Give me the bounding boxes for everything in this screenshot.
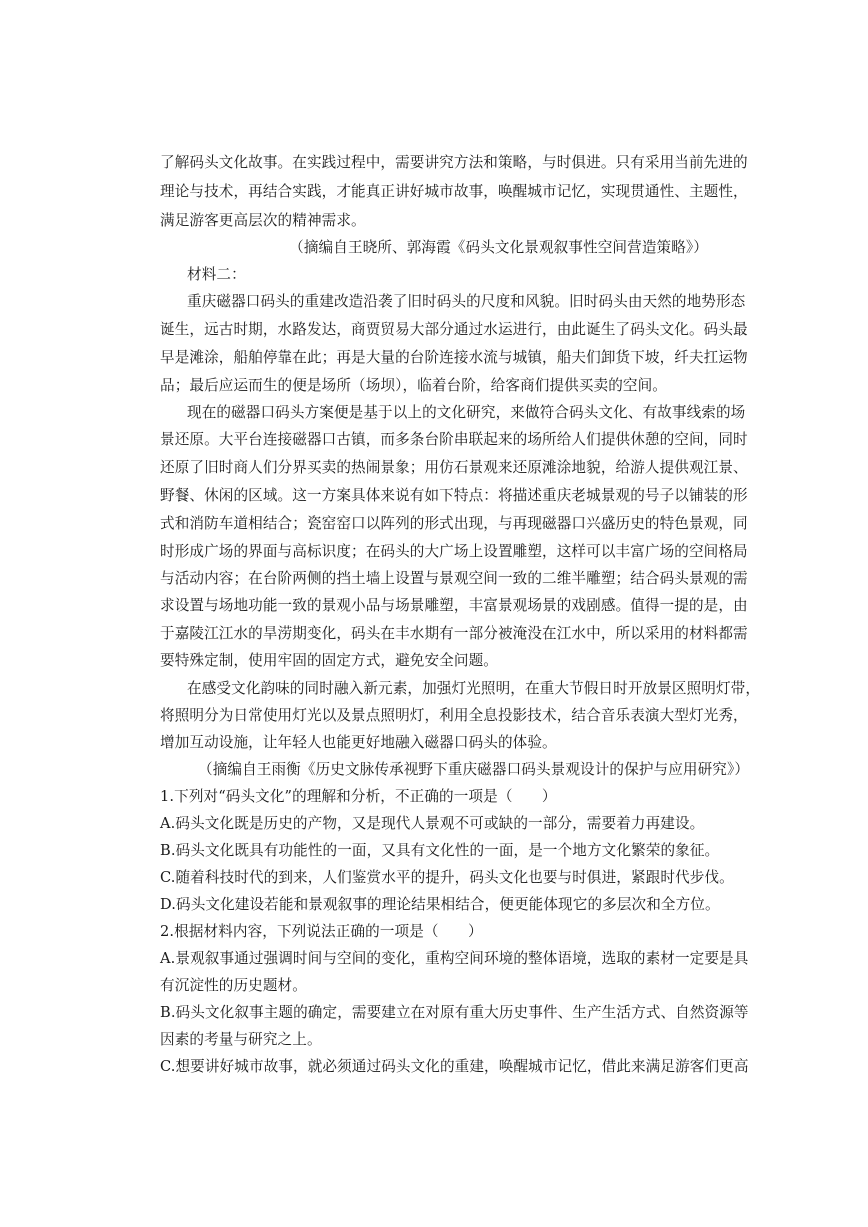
text-line: 早是滩涂，船舶停靠在此；再是大量的台阶连接水流与城镇，船夫们卸货下坡，纤夫扛运物	[160, 349, 748, 366]
question-2-option-a-cont: 有沉淀性的历史题材。	[160, 977, 307, 994]
question-2-option-b-cont: 因素的考量与研究之上。	[160, 1031, 322, 1048]
question-1-option-c: C.随着科技时代的到来，人们鉴赏水平的提升，码头文化也要与时俱进，紧跟时代步伐。	[160, 869, 734, 886]
text-line: 求设置与场地功能一致的景观小品与场景雕塑，丰富景观场景的戏剧感。值得一提的是，由	[160, 597, 748, 614]
text-line: 式和消防车道相结合；瓷窑窑口以阵列的形式出现，与再现磁器口兴盛历史的特色景观，同	[160, 515, 748, 532]
question-2-option-a: A.景观叙事通过强调时间与空间的变化，重构空间环境的整体语境，选取的素材一定要是具	[160, 950, 749, 967]
text-line: 将照明分为日常使用灯光以及景点照明灯，利用全息投影技术，结合音乐表演大型灯光秀，	[160, 707, 748, 724]
question-2-stem: 2.根据材料内容，下列说法正确的一项是（ ）	[160, 923, 483, 940]
text-line: 诞生，远古时期，水路发达，商贾贸易大部分通过水运进行，由此诞生了码头文化。码头最	[160, 321, 748, 338]
text-line: 在感受文化韵味的同时融入新元素，加强灯光照明，在重大节假日时开放景区照明灯带，	[187, 680, 761, 697]
text-line: 时形成广场的界面与高标识度；在码头的大广场上设置雕塑，这样可以丰富广场的空间格局	[160, 543, 748, 560]
text-line: 野餐、休闲的区域。这一方案具体来说有如下特点：将描述重庆老城景观的号子以铺装的形	[160, 487, 748, 504]
question-2-option-c: C.想要讲好城市故事，就必须通过码头文化的重建，唤醒城市记忆，借此来满足游客们更高	[160, 1058, 749, 1075]
question-1-stem: 1.下列对“码头文化”的理解和分析，不正确的一项是（ ）	[160, 788, 557, 805]
source-citation: （摘编自王雨衡《历史文脉传承视野下重庆磁器口码头景观设计的保护与应用研究》）	[198, 761, 750, 778]
question-2-option-b: B.码头文化叙事主题的确定，需要建立在对原有重大历史事件、生产生活方式、自然资源等	[160, 1004, 749, 1021]
text-line: 重庆磁器口码头的重建改造沿袭了旧时码头的尺度和风貌。旧时码头由天然的地势形态	[187, 293, 746, 310]
text-line: 还原了旧时商人们分界买卖的热闹景象；用仿石景观来还原滩涂地貌，给游人提供观江景、	[160, 459, 748, 476]
text-line: 品；最后应运而生的便是场所（场坝），临着台阶，给客商们提供买卖的空间。	[160, 377, 667, 394]
question-1-option-b: B.码头文化既具有功能性的一面，又具有文化性的一面，是一个地方文化繁荣的象征。	[160, 842, 720, 859]
text-line: 于嘉陵江江水的旱涝期变化，码头在丰水期有一部分被淹没在江水中，所以采用的材料都需	[160, 625, 748, 642]
text-line: 要特殊定制，使用牢固的固定方式，避免安全问题。	[160, 652, 498, 669]
text-line: 满足游客更高层次的精神需求。	[160, 212, 366, 229]
text-line: 现在的磁器口码头方案便是基于以上的文化研究，来做符合码头文化、有故事线索的场	[187, 404, 746, 421]
material-heading: 材料二：	[187, 266, 246, 283]
source-citation: （摘编自王晓所、郭海霞《码头文化景观叙事性空间营造策略》）	[289, 239, 708, 256]
question-1-option-a: A.码头文化既是历史的产物，又是现代人景观不可或缺的一部分，需要着力再建设。	[160, 815, 705, 832]
text-line: 增加互动设施，让年轻人也能更好地融入磁器口码头的体验。	[160, 734, 557, 751]
question-1-option-d: D.码头文化建设若能和景观叙事的理论结果相结合，便更能体现它的多层次和全方位。	[160, 896, 720, 913]
text-line: 景还原。大平台连接磁器口古镇，而多条台阶串联起来的场所给人们提供休憩的空间，同时	[160, 431, 748, 448]
text-line: 了解码头文化故事。在实践过程中，需要讲究方法和策略，与时俱进。只有采用当前先进的	[160, 154, 748, 171]
text-line: 理论与技术，再结合实践，才能真正讲好城市故事，唤醒城市记忆，实现贯通性、主题性，	[160, 183, 748, 200]
text-line: 与活动内容；在台阶两侧的挡土墙上设置与景观空间一致的二维半雕塑；结合码头景观的需	[160, 570, 748, 587]
